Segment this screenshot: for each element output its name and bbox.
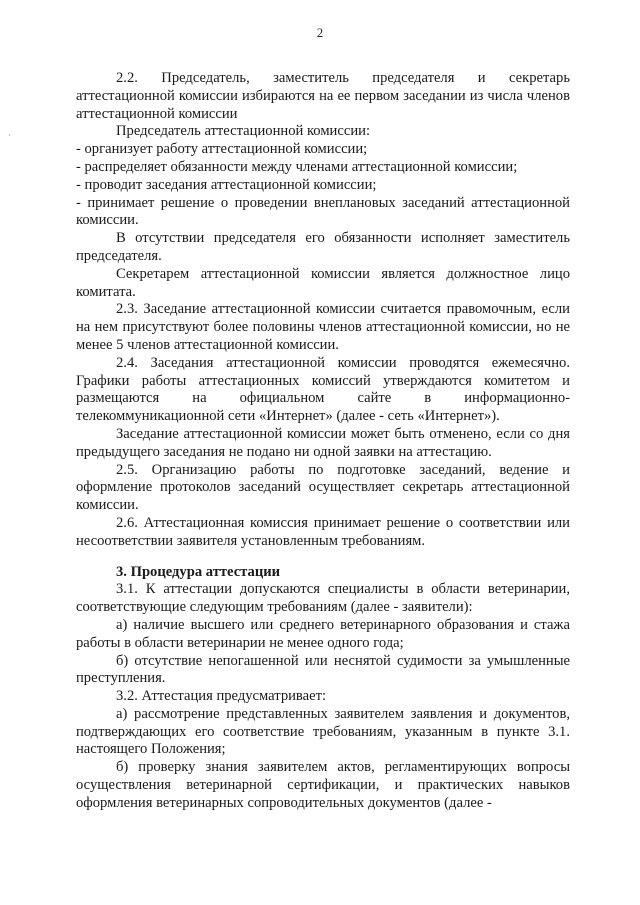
paragraph-2-2: 2.2. Председатель, заместитель председателя и секретарь аттестационной комиссии избираются на ее первом заседании из числа членов аттестационной комиссии <box>76 70 570 122</box>
paragraph-2-3: 2.3. Заседание аттестационной комиссии считается правомочным, если на нем присутствуют более половины членов аттестационной комиссии, но не менее 5 членов аттестационной комиссии. <box>76 301 570 353</box>
list-item-decide: - принимает решение о проведении внеплановых заседаний аттестационной комиссии. <box>76 194 570 229</box>
paragraph-3-2: 3.2. Аттестация предусматривает: <box>116 688 327 705</box>
paragraph-2-6: 2.6. Аттестационная комиссия принимает решение о соответствии или несоответствии заявителя установленным требованиям. <box>76 514 570 549</box>
section-gap <box>76 551 570 564</box>
section-heading-3: 3. Процедура аттестации <box>116 563 281 580</box>
requirement-a: а) наличие высшего или среднего ветеринарного образования и стажа работы в области ветеринарии не менее одного года; <box>76 616 570 651</box>
page-number: 2 <box>316 26 324 40</box>
requirement-b: б) отсутствие непогашенной или неснятой судимости за умышленные преступления. <box>76 652 570 687</box>
list-item-conduct: - проводит заседания аттестационной комиссии; <box>76 176 377 193</box>
list-item-distribute: - распределяет обязанности между членами аттестационной комиссии; <box>76 158 518 175</box>
document-body <box>76 70 570 813</box>
paragraph-3-1: 3.1. К аттестации допускаются специалисты в области ветеринарии, соответствующие следующим требованиям (далее - заявители): <box>76 581 570 616</box>
paragraph-2-5: 2.5. Организацию работы по подготовке заседаний, ведение и оформление протоколов заседаний осуществляет секретарь аттестационной комиссии. <box>76 461 570 514</box>
list-item-organize: - организует работу аттестационной комиссии; <box>76 141 368 158</box>
margin-mark: · <box>8 130 11 140</box>
paragraph-cancel: Заседание аттестационной комиссии может быть отменено, если со дня предыдущего заседания не подано ни одной заявки на аттестацию. <box>76 425 570 460</box>
chairman-heading: Председатель аттестационной комиссии: <box>116 123 370 140</box>
paragraph-deputy: В отсутствии председателя его обязанности исполняет заместитель председателя. <box>76 230 570 264</box>
paragraph-2-4: 2.4. Заседания аттестационной комиссии проводятся ежемесячно. Графики работы аттестационных комиссий утверждаются комитетом и размещаются на официальном сайте в информационно-телекоммуникационной сети «Интернет» (далее - сеть «Интернет»). <box>76 354 570 425</box>
provision-a: а) рассмотрение представленных заявителем заявления и документов, подтверждающих его соответствие требованиям, указанным в пункте 3.1. настоящего Положения; <box>76 705 570 758</box>
provision-b: б) проверку знания заявителем актов, регламентирующих вопросы осуществления ветеринарной сертификации, и практических навыков оформления ветеринарных сопроводительных документов (далее - <box>76 759 570 811</box>
paragraph-secretary: Секретарем аттестационной комиссии является должностное лицо комитата. <box>76 265 570 300</box>
